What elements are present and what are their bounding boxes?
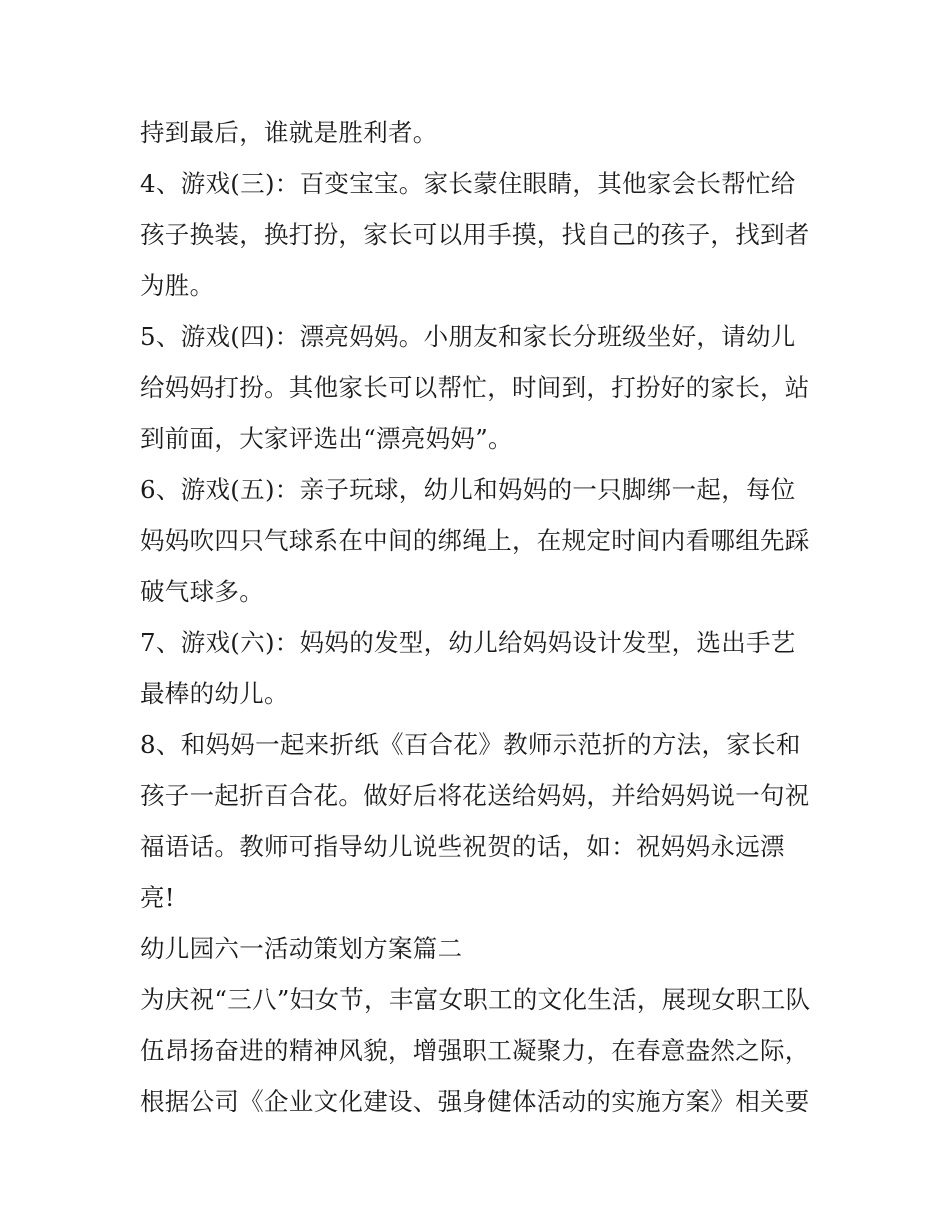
text-line-2: 4、游戏(三)：百变宝宝。家长蒙住眼睛，其他家会长帮忙给 [140, 169, 796, 198]
text-line-15: 福语话。教师可指导幼儿说些祝贺的话，如：祝妈妈永远漂 [140, 832, 785, 861]
text-line-12: 最棒的幼儿。 [140, 679, 289, 708]
section-heading: 幼儿园六一活动策划方案篇二 [140, 934, 463, 963]
text-line-3: 孩子换装，换打扮，家长可以用手摸，找自己的孩子，找到者 [140, 220, 810, 249]
text-line-5: 5、游戏(四)：漂亮妈妈。小朋友和家长分班级坐好，请幼儿 [140, 322, 796, 351]
text-line-20: 根据公司《企业文化建设、强身健体活动的实施方案》相关要 [140, 1087, 810, 1116]
text-line-18: 为庆祝“三八”妇女节，丰富女职工的文化生活，展现女职工队 [140, 985, 811, 1014]
text-line-9: 妈妈吹四只气球系在中间的绑绳上，在规定时间内看哪组先踩 [140, 526, 810, 555]
text-line-8: 6、游戏(五)：亲子玩球，幼儿和妈妈的一只脚绑一起，每位 [140, 475, 796, 504]
document-body [140, 107, 820, 1127]
text-line-14: 孩子一起折百合花。做好后将花送给妈妈，并给妈妈说一句祝 [140, 781, 810, 810]
text-line-4: 为胜。 [140, 271, 215, 300]
text-line-13: 8、和妈妈一起来折纸《百合花》教师示范折的方法，家长和 [140, 730, 801, 759]
text-line-16: 亮! [140, 883, 175, 912]
text-line-11: 7、游戏(六)：妈妈的发型，幼儿给妈妈设计发型，选出手艺 [140, 628, 796, 657]
text-line-6: 给妈妈打扮。其他家长可以帮忙，时间到，打扮好的家长，站 [140, 373, 810, 402]
text-line-10: 破气球多。 [140, 577, 264, 606]
text-line-19: 伍昂扬奋进的精神风貌，增强职工凝聚力，在春意盎然之际， [140, 1036, 810, 1065]
text-line-7: 到前面，大家评选出“漂亮妈妈”。 [140, 424, 513, 453]
text-line-1: 持到最后，谁就是胜利者。 [140, 118, 438, 147]
